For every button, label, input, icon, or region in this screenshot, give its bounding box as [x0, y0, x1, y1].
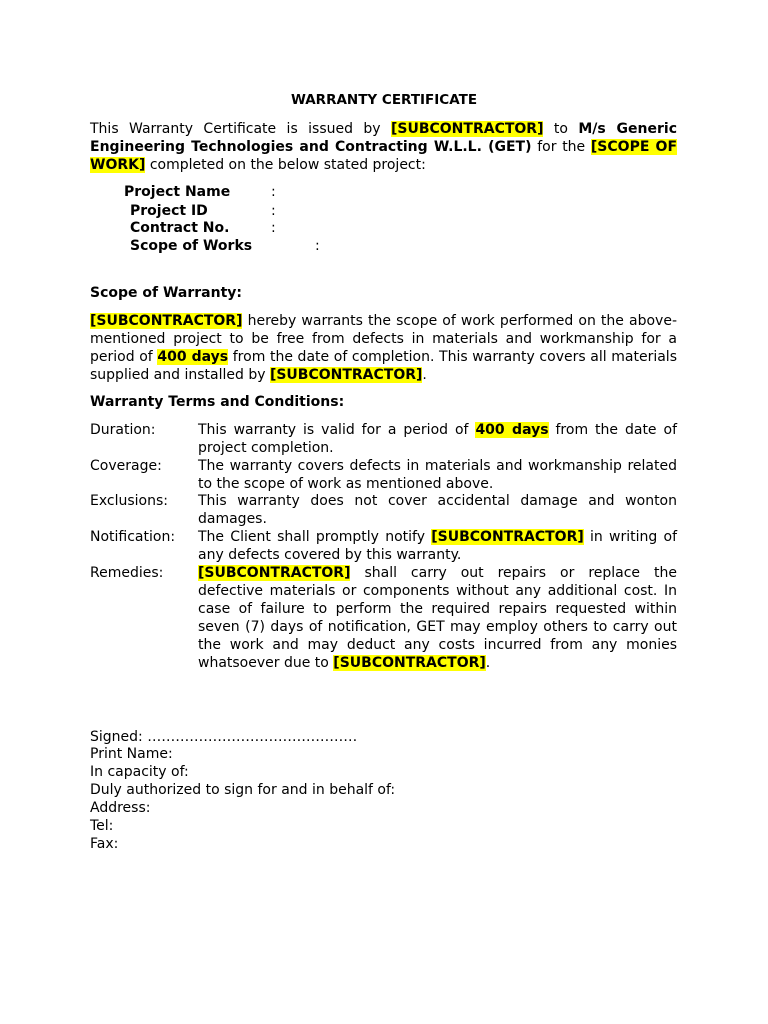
project-name-label: Project Name [124, 184, 231, 200]
remedies-label: Remedies: [90, 565, 164, 581]
address-line: Address: [90, 800, 151, 816]
subcontractor-placeholder: [SUBCONTRACTOR] [269, 367, 423, 383]
subcontractor-placeholder: [SUBCONTRACTOR] [390, 121, 544, 137]
remedies-text [198, 564, 677, 672]
warranty-text-3: . [422, 367, 427, 383]
subcontractor-placeholder: [SUBCONTRACTOR] [431, 529, 584, 545]
scope-of-works-label: Scope of Works [130, 238, 253, 254]
scope-of-warranty-heading: Scope of Warranty: [90, 285, 243, 301]
document-title: WARRANTY CERTIFICATE [290, 92, 478, 108]
intro-text-4: completed on the below stated project: [145, 157, 426, 173]
subcontractor-placeholder: [SUBCONTRACTOR] [90, 313, 243, 329]
scope-of-works-colon: : [315, 238, 320, 254]
notification-text-1: The Client shall promptly notify [198, 529, 432, 545]
exclusions-text: This warranty does not cover accidental damage and wonton damages. [198, 493, 677, 527]
notification-text-2: in writing of any defects covered by this warranty. [198, 529, 678, 563]
subcontractor-placeholder: [SUBCONTRACTOR] [333, 655, 486, 671]
coverage-text: The warranty covers defects in materials and workmanship related to the scope of work as mentioned above. [198, 458, 677, 492]
intro-text-3: for the [531, 139, 591, 155]
duration-text-1: This warranty is valid for a period of [198, 422, 476, 438]
print-name-line: Print Name: [90, 746, 173, 762]
contract-no-label: Contract No. [130, 220, 230, 236]
remedies-text-1: shall carry out repairs or replace the defective materials or components without any additional cost. In case of failure to perform the required repairs requested within seven (7) days of notification, GET may employ others to carry out the work and may deduct any costs incurred from any monies whatsoever due to [198, 565, 677, 671]
project-id-colon: : [271, 203, 276, 219]
company-name: M/s Generic Engineering Technologies and Contracting W.L.L. (GET) [90, 121, 677, 155]
duration-label: Duration: [90, 422, 156, 438]
duration-text-2: from the date of project completion. [198, 422, 677, 456]
project-id-label: Project ID [130, 203, 208, 219]
terms-heading: Warranty Terms and Conditions: [90, 394, 345, 410]
warranty-text-1: hereby warrants the scope of work performed on the above-mentioned project to be free from defects in materials and workmanship for a period of [90, 313, 677, 365]
notification-text [198, 528, 677, 564]
project-name-colon: : [271, 184, 276, 200]
tel-line: Tel: [90, 818, 114, 834]
warranty-days: 400 days [157, 349, 229, 365]
exclusions-label: Exclusions: [90, 493, 168, 509]
coverage-label: Coverage: [90, 458, 162, 474]
notification-label: Notification: [90, 529, 176, 545]
capacity-line: In capacity of: [90, 764, 189, 780]
authorized-line: Duly authorized to sign for and in behalf of: [90, 782, 396, 798]
remedies-text-2: . [485, 655, 491, 671]
duration-text [198, 421, 677, 457]
contract-no-colon: : [271, 220, 276, 236]
intro-paragraph [90, 120, 677, 174]
scope-of-work-placeholder: [SCOPE OF WORK] [90, 139, 678, 173]
intro-text-1: This Warranty Certificate is issued by [90, 121, 391, 137]
warranty-text-2: from the date of completion. This warranty covers all materials supplied and installed by [90, 349, 677, 383]
intro-text-2: to [543, 121, 579, 137]
duration-days: 400 days [475, 422, 549, 438]
scope-of-warranty-paragraph [90, 312, 677, 384]
fax-line: Fax: [90, 836, 119, 852]
subcontractor-placeholder: [SUBCONTRACTOR] [198, 565, 351, 581]
signed-line: Signed: ……………………………………… [90, 729, 358, 745]
